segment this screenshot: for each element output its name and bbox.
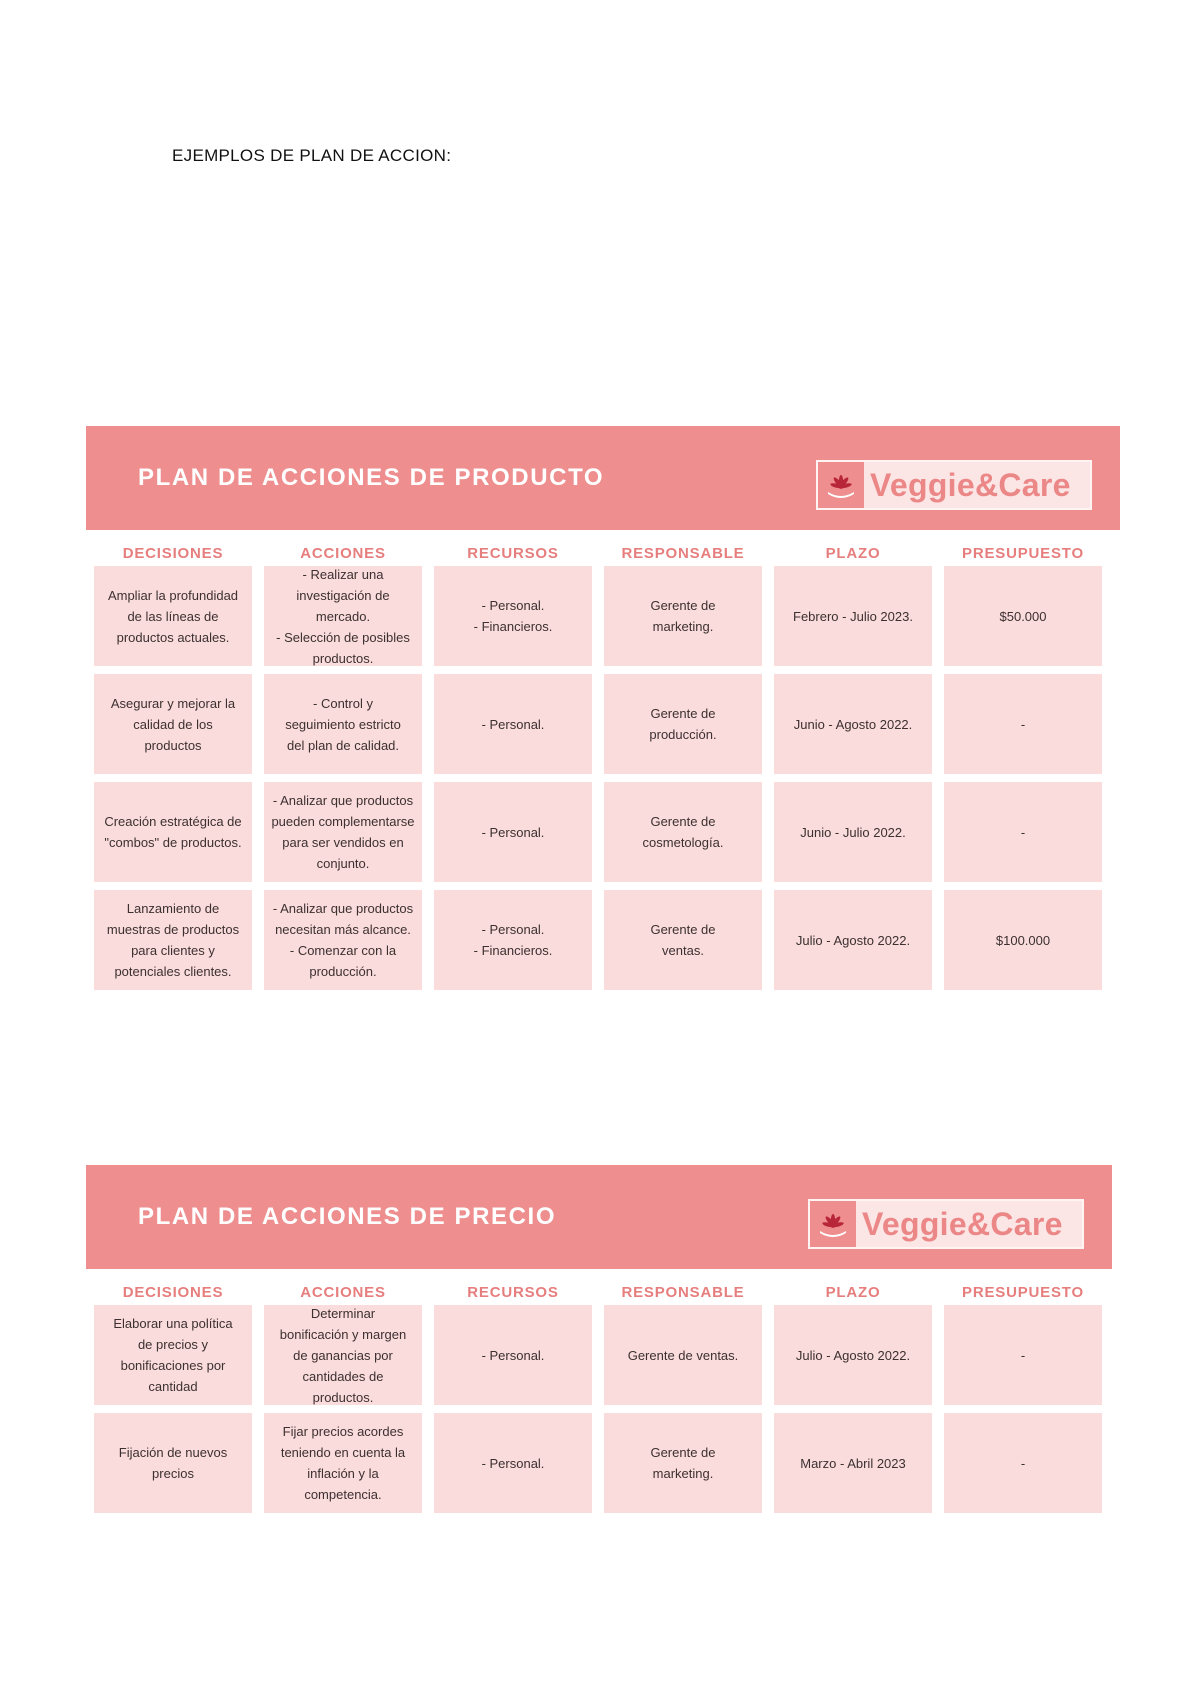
cell-presupuesto: $50.000	[944, 566, 1102, 666]
column-header-decisiones: DECISIONES	[122, 545, 224, 562]
cell-presupuesto: $100.000	[944, 890, 1102, 990]
cell-decisiones: Ampliar la profundidad de las líneas de productos actuales.	[94, 566, 252, 666]
column-headers	[86, 1269, 1112, 1303]
column-header-responsable: RESPONSABLE	[621, 1284, 745, 1301]
table-row	[86, 1305, 1112, 1405]
cell-plazo: Julio - Agosto 2022.	[774, 1305, 932, 1405]
cell-decisiones: Creación estratégica de "combos" de productos.	[94, 782, 252, 882]
cell-acciones: Determinar bonificación y margen de ganancias por cantidades de productos.	[264, 1305, 422, 1405]
plan-title: PLAN DE ACCIONES DE PRECIO	[138, 1203, 557, 1230]
cell-decisiones: Lanzamiento de muestras de productos para clientes y potenciales clientes.	[94, 890, 252, 990]
column-header-recursos: RECURSOS	[467, 1284, 559, 1301]
brand-name: Veggie&Care	[870, 466, 1071, 503]
plan-header	[86, 1165, 1112, 1269]
page-heading: EJEMPLOS DE PLAN DE ACCION:	[172, 146, 452, 165]
column-header-responsable: RESPONSABLE	[621, 545, 745, 562]
plan-header	[86, 426, 1120, 530]
table-row	[86, 566, 1120, 666]
plan-rows	[86, 1305, 1112, 1513]
cell-presupuesto: -	[944, 1413, 1102, 1513]
cell-presupuesto: -	[944, 1305, 1102, 1405]
brand-name: Veggie&Care	[862, 1205, 1063, 1242]
cell-acciones: - Control y seguimiento estricto del plan de calidad.	[264, 674, 422, 774]
column-headers	[86, 530, 1120, 564]
cell-recursos: - Personal.	[434, 1305, 592, 1405]
cell-responsable: Gerente de marketing.	[604, 566, 762, 666]
cell-recursos: - Personal. - Financieros.	[434, 890, 592, 990]
cell-responsable: Gerente de cosmetología.	[604, 782, 762, 882]
table-row	[86, 674, 1120, 774]
table-row	[86, 890, 1120, 990]
flower-icon	[810, 1201, 856, 1247]
brand-logo	[816, 460, 1092, 510]
cell-decisiones: Asegurar y mejorar la calidad de los productos	[94, 674, 252, 774]
cell-responsable: Gerente de ventas.	[604, 890, 762, 990]
cell-recursos: - Personal.	[434, 782, 592, 882]
cell-responsable: Gerente de producción.	[604, 674, 762, 774]
column-header-recursos: RECURSOS	[467, 545, 559, 562]
column-header-plazo: PLAZO	[825, 545, 881, 562]
column-header-acciones: ACCIONES	[300, 545, 386, 562]
brand-logo	[808, 1199, 1084, 1249]
cell-decisiones: Fijación de nuevos precios	[94, 1413, 252, 1513]
cell-plazo: Julio - Agosto 2022.	[774, 890, 932, 990]
table-row	[86, 1413, 1112, 1513]
cell-acciones: - Analizar que productos necesitan más alcance. - Comenzar con la producción.	[264, 890, 422, 990]
cell-acciones: - Analizar que productos pueden complementarse para ser vendidos en conjunto.	[264, 782, 422, 882]
cell-presupuesto: -	[944, 782, 1102, 882]
cell-decisiones: Elaborar una política de precios y bonificaciones por cantidad	[94, 1305, 252, 1405]
column-header-decisiones: DECISIONES	[122, 1284, 224, 1301]
plan-rows	[86, 566, 1120, 990]
plan-title: PLAN DE ACCIONES DE PRODUCTO	[138, 464, 605, 491]
column-header-acciones: ACCIONES	[300, 1284, 386, 1301]
column-header-presupuesto: PRESUPUESTO	[962, 545, 1084, 562]
cell-acciones: - Realizar una investigación de mercado. - Selección de posibles productos.	[264, 566, 422, 666]
cell-recursos: - Personal. - Financieros.	[434, 566, 592, 666]
column-header-presupuesto: PRESUPUESTO	[962, 1284, 1084, 1301]
table-row	[86, 782, 1120, 882]
cell-acciones: Fijar precios acordes teniendo en cuenta la inflación y la competencia.	[264, 1413, 422, 1513]
cell-presupuesto: -	[944, 674, 1102, 774]
cell-plazo: Febrero - Julio 2023.	[774, 566, 932, 666]
cell-plazo: Junio - Agosto 2022.	[774, 674, 932, 774]
cell-recursos: - Personal.	[434, 674, 592, 774]
cell-responsable: Gerente de ventas.	[604, 1305, 762, 1405]
column-header-plazo: PLAZO	[825, 1284, 881, 1301]
cell-plazo: Junio - Julio 2022.	[774, 782, 932, 882]
cell-responsable: Gerente de marketing.	[604, 1413, 762, 1513]
plan-producto	[86, 426, 1120, 990]
flower-icon	[818, 462, 864, 508]
cell-recursos: - Personal.	[434, 1413, 592, 1513]
cell-plazo: Marzo - Abril 2023	[774, 1413, 932, 1513]
plan-precio	[86, 1165, 1112, 1513]
